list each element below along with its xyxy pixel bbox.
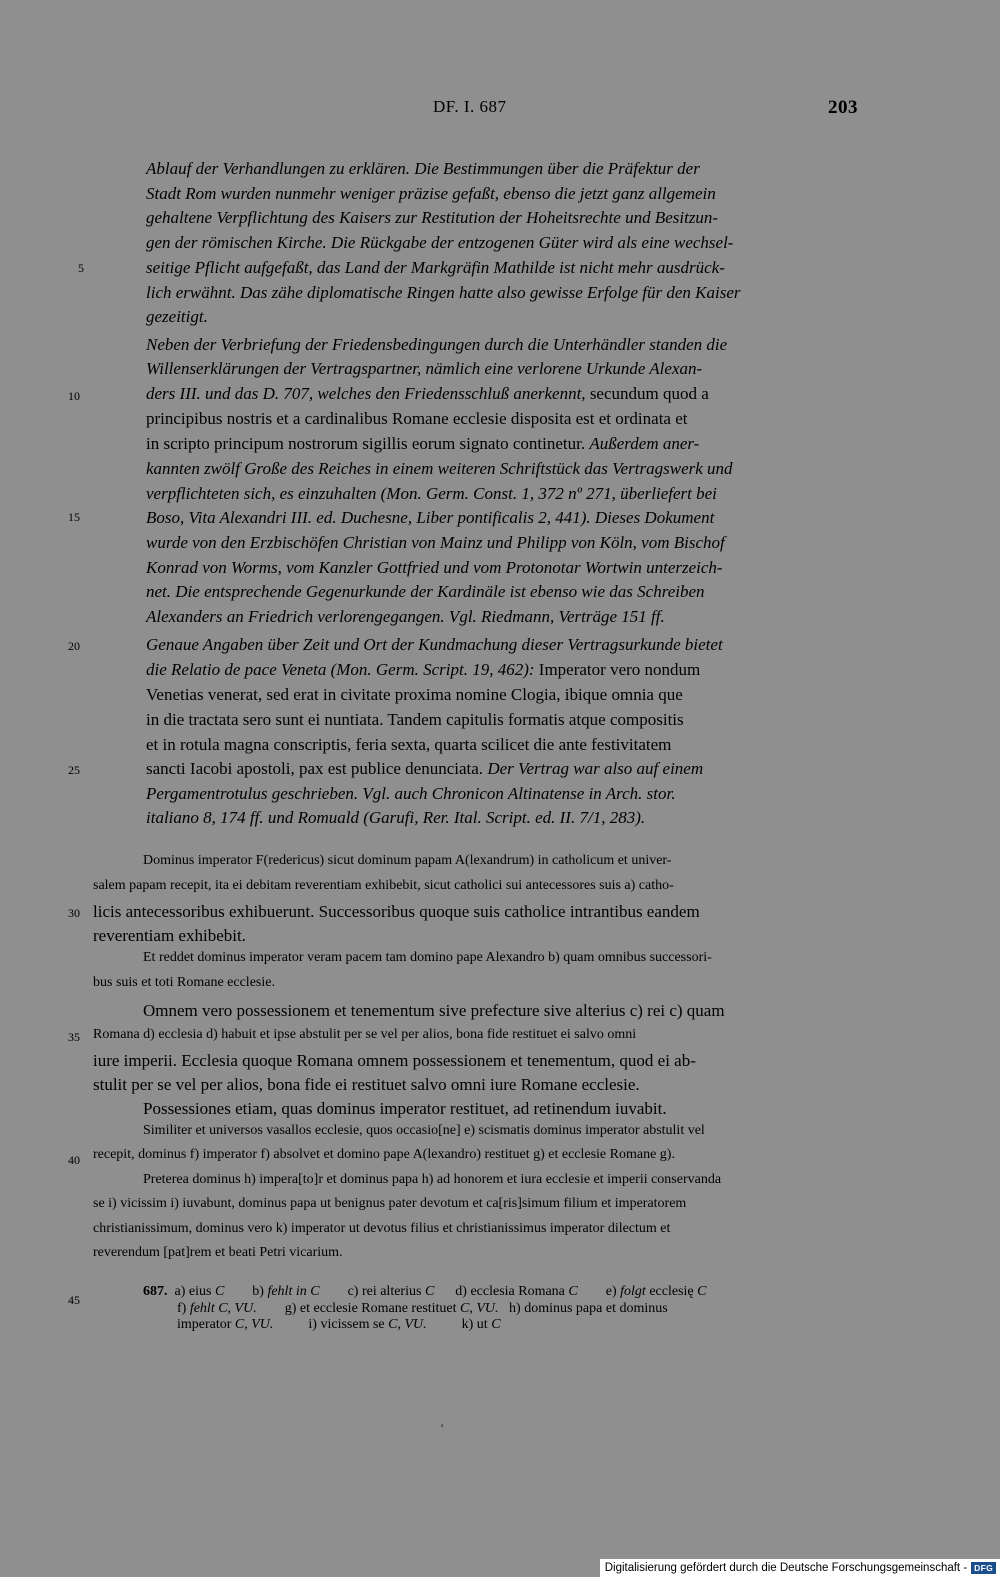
text-run: C [424, 1284, 435, 1299]
line-number: 40 [68, 1153, 80, 1167]
charter-line: bus suis et toti Romane ecclesie. [93, 975, 275, 990]
text-run: k) ut [426, 1317, 492, 1332]
charter-line: Romana d) ecclesia d) habuit et ipse abstulit per se vel per alios, bona fide restituet ei salvo omni [93, 1027, 637, 1042]
dfg-logo: DFG [971, 1562, 996, 1574]
line-number: 5 [78, 261, 84, 275]
text-run: ders III. und das D. 707, welches den Friedensschluß anerkennt, [146, 384, 590, 403]
commentary-line [146, 635, 858, 655]
text-run: g) et ecclesie Romane restituet [256, 1301, 461, 1316]
text-run: Venetias venerat, sed erat in civitate proxima nomine Clogia, ibique omnia que [146, 685, 683, 704]
text-run: wurde von den Erzbischöfen Christian von Mainz und Philipp von Köln, vom Bischof [146, 533, 725, 552]
charter-line: reverendum [pat]rem et beati Petri vicarium. [93, 1245, 343, 1260]
text-run: in scripto principum nostrorum sigillis eorum signato continetur. [146, 434, 590, 453]
text-run: Neben der Verbriefung der Friedensbedingungen durch die Unterhändler standen die [146, 335, 728, 354]
text-run: Imperator vero nondum [538, 660, 701, 679]
text-run: Willenserklärungen der Vertragspartner, nämlich eine verlorene Urkunde Alexan- [146, 359, 703, 378]
text-run: gehaltene Verpflichtung des Kaisers zur Restitution der Hoheitsrechte und Besitzun- [146, 208, 719, 227]
text-run: C, VU. [460, 1301, 499, 1316]
text-run: lich erwähnt. Das zähe diplomatische Ringen hatte also gewisse Erfolge für den Kaiser [146, 283, 741, 302]
commentary-line [146, 233, 858, 253]
text-run: Boso, Vita Alexandri III. ed. Duchesne, Liber pontificalis 2, 441). Dieses Dokument [146, 508, 715, 527]
text-run: Außerdem aner- [589, 434, 700, 453]
commentary-line [146, 558, 858, 578]
text-run: C [568, 1284, 578, 1299]
charter-line: Preterea dominus h) impera[to]r et dominus papa h) ad honorem et iura ecclesie et imperii conservanda [143, 1172, 722, 1187]
text-run: kannten zwölf Große des Reiches in einem weiteren Schriftstück das Vertragswerk und [146, 459, 733, 478]
text-run: secundum quod a [589, 384, 709, 403]
text-run: Stadt Rom wurden nunmehr weniger präzise gefaßt, ebenso die jetzt ganz allgemein [146, 184, 716, 203]
text-run: C, VU. [234, 1317, 274, 1332]
charter-line: christianissimum, dominus vero k) imperator ut devotus filius et christianissimus imperator dilectum et [93, 1221, 671, 1236]
text-run: c) rei alterius [319, 1284, 425, 1299]
line-number: 45 [68, 1293, 80, 1307]
commentary-line [146, 184, 858, 204]
text-run: C [214, 1284, 225, 1299]
commentary-line [146, 409, 858, 429]
footer-credit: Digitalisierung gefördert durch die Deutsche Forschungsgemeinschaft - [604, 1562, 968, 1574]
charter-line: Omnem vero possessionem et tenementum sive prefecture sive alterius c) rei c) quam [143, 1001, 725, 1020]
charter-line: Possessiones etiam, quas dominus imperator restituet, ad retinendum iuvabit. [143, 1099, 667, 1118]
digitization-footer [600, 1559, 1000, 1577]
commentary-line [146, 208, 858, 228]
charter-line: reverentiam exhibebit. [93, 926, 246, 945]
text-run: folgt [620, 1284, 646, 1299]
running-header-title: DF. I. 687 [433, 97, 507, 116]
text-run: C, VU. [388, 1317, 427, 1332]
apparatus-line [177, 1317, 501, 1333]
charter-line: iure imperii. Ecclesia quoque Romana omnem possessionem et tenementum, quod ei ab- [93, 1051, 696, 1070]
text-run: imperator [177, 1317, 235, 1332]
charter-line: recepit, dominus f) imperator f) absolvet et domino pape A(lexandro) restituet g) et ecclesie Romane g). [93, 1147, 675, 1162]
apparatus-line [143, 1284, 706, 1300]
text-run: seitige Pflicht aufgefaßt, das Land der Markgräfin Mathilde ist nicht mehr ausdrück- [146, 258, 725, 277]
text-run: die Relatio de pace Veneta (Mon. Germ. Script. 19, 462): [146, 660, 539, 679]
line-number: 20 [68, 639, 80, 653]
charter-line: stulit per se vel per alios, bona fide ei restituet salvo omni iure Romane ecclesie. [93, 1075, 640, 1094]
text-run: f) [177, 1301, 190, 1316]
text-run: et in rotula magna conscriptis, feria sexta, quarta scilicet die ante festivitatem [146, 735, 672, 754]
commentary-line [146, 384, 858, 404]
text-run: Genaue Angaben über Zeit und Ort der Kundmachung dieser Vertragsurkunde bietet [146, 635, 723, 654]
text-run: fehlt C, VU. [189, 1301, 257, 1316]
commentary-line [146, 335, 858, 355]
commentary-line [146, 710, 858, 730]
commentary-line [146, 735, 858, 755]
commentary-line [146, 759, 858, 779]
text-run: italiano 8, 174 ff. und Romuald (Garufi, Rer. Ital. Script. ed. II. 7/1, 283). [146, 808, 646, 827]
line-number: 15 [68, 510, 80, 524]
commentary-line [146, 808, 858, 828]
commentary-line [146, 359, 858, 379]
text-run: in die tractata sero sunt ei nuntiata. Tandem capitulis formatis atque compositis [146, 710, 684, 729]
commentary-line [146, 283, 858, 303]
text-run: b) [224, 1284, 268, 1299]
commentary-line [146, 685, 858, 705]
commentary-line [146, 660, 858, 680]
charter-line: se i) vicissim i) iuvabunt, dominus papa ut benignus pater devotum et ca[ris]simum filium et imperatorem [93, 1196, 687, 1211]
text-run: gezeitigt. [146, 307, 208, 326]
line-number: 30 [68, 906, 80, 920]
text-run: i) vicissem se [273, 1317, 389, 1332]
text-run: principibus nostris et a cardinalibus Romane ecclesie disposita est et ordinata et [146, 409, 688, 428]
charter-line: salem papam recepit, ita ei debitam reverentiam exhibebit, sicut catholici sui antecessores suis a) catho- [93, 878, 674, 893]
text-run: Konrad von Worms, vom Kanzler Gottfried und vom Protonotar Wortwin unterzeich- [146, 558, 723, 577]
charter-line: Similiter et universos vasallos ecclesie, quos occasio[ne] e) scismatis dominus imperator abstulit vel [143, 1123, 705, 1138]
text-run: net. Die entsprechende Gegenurkunde der Kardinäle ist ebenso wie das Schreiben [146, 582, 705, 601]
text-run: h) dominus papa et dominus [498, 1301, 668, 1316]
line-number: 25 [68, 763, 80, 777]
commentary-line [146, 784, 858, 804]
commentary-line [146, 484, 858, 504]
text-run: d) ecclesia Romana [434, 1284, 569, 1299]
commentary-line [146, 533, 858, 553]
commentary-line [146, 582, 858, 602]
text-run: Alexanders an Friedrich verlorengegangen. Vgl. Riedmann, Verträge 151 ff. [146, 607, 665, 626]
commentary-line [146, 159, 858, 179]
commentary-line [146, 258, 858, 278]
page-number: 203 [828, 97, 858, 118]
text-run: gen der römischen Kirche. Die Rückgabe der entzogenen Güter wird als eine wechsel- [146, 233, 734, 252]
text-run: fehlt in C [267, 1284, 320, 1299]
commentary-line [146, 459, 858, 479]
commentary-line [146, 307, 858, 327]
commentary-line [146, 607, 858, 627]
text-run: ecclesię [645, 1284, 698, 1299]
text-run: Ablauf der Verhandlungen zu erklären. Die Bestimmungen über die Präfektur der [146, 159, 700, 178]
text-run: e) [577, 1284, 621, 1299]
text-run: C [697, 1284, 707, 1299]
charter-line: licis antecessoribus exhibuerunt. Successoribus quoque suis catholice intrantibus eandem [93, 902, 700, 921]
commentary-line [146, 508, 858, 528]
charter-line: Dominus imperator F(redericus) sicut dominum papam A(lexandrum) in catholicum et univer- [143, 853, 672, 868]
apparatus-line [177, 1301, 668, 1317]
text-run: a) eius [167, 1284, 215, 1299]
charter-line: Et reddet dominus imperator veram pacem tam domino pape Alexandro b) quam omnibus successori- [143, 950, 712, 965]
line-number: 10 [68, 389, 80, 403]
text-run: 687. [143, 1284, 168, 1299]
text-run: verpflichteten sich, es einzuhalten (Mon. Germ. Const. 1, 372 nº 271, überliefert bei [146, 484, 717, 503]
text-run: sancti Iacobi apostoli, pax est publice denunciata. [146, 759, 488, 778]
text-run: Pergamentrotulus geschrieben. Vgl. auch Chronicon Altinatense in Arch. stor. [146, 784, 676, 803]
text-run: C [491, 1317, 501, 1332]
stray-mark: ' [441, 1421, 444, 1435]
commentary-line [146, 434, 858, 454]
line-number: 35 [68, 1030, 80, 1044]
text-run: Der Vertrag war also auf einem [487, 759, 704, 778]
